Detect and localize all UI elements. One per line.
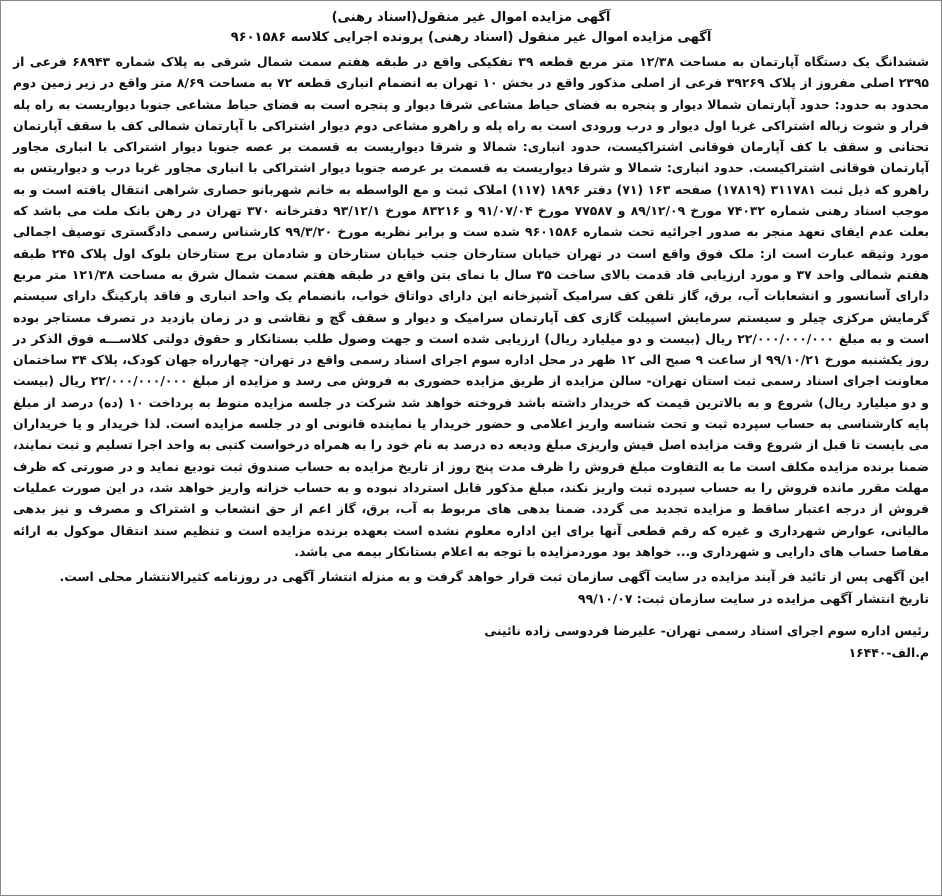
publication-note: این آگهی پس از تائید فر آیند مزایده در سایت آگهی سازمان ثبت قرار خواهد گرفت و به منزله انتشار آگهی در روزنامه کثیرالانتشار محلی است. (59, 569, 929, 585)
publication-date: تاریخ انتشار آگهی مزایده در سایت سازمان ثبت: ۹۹/۱۰/۰۷ (578, 591, 929, 607)
reference-number: م.الف-۱۶۴۴۰ (848, 645, 929, 661)
notice-subtitle: آگهی مزایده اموال غیر منقول (اسناد رهنی) پرونده اجرایی کلاسه ۹۶۰۱۵۸۶ (230, 30, 712, 45)
notice-body (13, 51, 929, 562)
signer-name: رئیس اداره سوم اجرای اسناد رسمی تهران- علیرضا فردوسی زاده نائینی (484, 623, 929, 639)
notice-footer (13, 566, 929, 664)
body-paragraph: ششدانگ یک دستگاه آپارتمان به مساحت ۱۲/۳۸ متر مربع قطعه ۳۹ تفکیکی واقع در طبقه هفتم سمت شمال شرقی به پلاک شماره ۶۸۹۴۳ فرعی از ۲۳۹۵ اصلی مفروز از پلاک ۳۹۲۶۹ فرعی از اصلی مذکور واقع در بخش ۱۰ تهران به انضمام انباری قطعه ۷۲ به مساحت ۸/۶۹ متر واقع در زیر زمین دوم محدود به حدود: حدود آپارتمان شمالا دیوار و پنجره به فضای حیاط مشاعی شرقا دیوار و پنجره است به فضای حیاط مشاعی جنوبا دیواریست به راه پله فرار و شوت زباله اشتراکی غربا اول دیوار و درب ورودی است به راه پله و راهرو مشاعی دوم دیوار اشتراکی با آپارتمان شمالی کف با سقف آپارتمان تحتانی و سقف با کف آپارمان فوقانی اشتراکیست، حدود انباری: شمالا و شرقا دیواریست به قسمت بر عصه جنوبا دیوار اشتراکی با انباری مجاور آپارتمان فوقانی اشتراکیست. حدود انباری: شمالا و شرقا دیواریست به قسمت بر عرصه جنوبا دیوار اشتراکی با انباری مجاور غربا درب و دیواریتس به راهرو که ذیل ثبت ۳۱۱۷۸۱ (۱۷۸۱۹) صفحه ۱۶۳ (۷۱) دفتر ۱۸۹۶ (۱۱۷) املاک ثبت و مع الواسطه به خانم شهربانو حصاری شراهی انتقال یافته است و به موجب اسناد رهنی شماره ۷۴۰۳۲ مورخ ۸۹/۱۲/۰۹ و ۷۷۵۸۷ مورخ ۹۱/۰۷/۰۴ و ۸۳۲۱۶ مورخ ۹۳/۱۲/۱ دفترخانه ۳۷۰ تهران در رهن بانک ملت می باشد که بعلت عدم ایفای تعهد منجر به صدور اجرائیه تحت شماره ۹۶۰۱۵۸۶ شده ست و برابر نظریه مورخ ۹۹/۳/۲۰ کارشناس رسمی دادگستری توصیف اجمالی مورد وثیقه عبارت است از: ملک فوق واقع است در تهران خیابان ستارخان جنب خیابان ستارخان و شادمان برج ستارخان بلوک اول پلاک ۲۴۵ طبقه هفتم شمالی واحد ۳۷ و مورد ارزیابی قاد قدمت بالای ساخت ۳۵ سال با نمای بتن واقع در طبقه هفتم سمت شمال شرق به مساحت ۱۲۱/۳۸ متر مربع دارای آسانسور و انشعابات آب، برق، گاز تلفن کف سرامیک آشپزخانه این دارای دواتاق خواب، بانضمام یک واحد انباری و فاقد پارکینگ دارای سیستم گرمایش مرکزی چیلر و سیستم سرمایش اسپیلت گازی کف آپارتمان سرامیک و دیوار و سقف گچ و نقاشی و در زمان بازدید در تصرف مستاجر بوده است و به مبلغ ۲۲/۰۰۰/۰۰۰/۰۰۰ ریال (بیست و دو میلیارد ریال) ارزیابی شده است و جهت وصول طلب بستانکار و حقوق دولتی کلاســـه فوق الذکر در روز یکشنبه مورخ ۹۹/۱۰/۲۱ از ساعت ۹ صبح الی ۱۲ ظهر در محل اداره سوم اجرای اسناد رسمی واقع در تهران- چهارراه جهان کودک، پلاک ۳۴ ساختمان معاونت اجرای اسناد رسمی ثبت استان تهران- سالن مزایده از طریق مزایده حضوری به فروش می رسد و مزایده از مبلغ ۲۲/۰۰۰/۰۰۰/۰۰۰ ریال (بیست و دو میلیارد ریال) شروع و به بالاترین قیمت که خریدار داشته باشد فروخته خواهد شد شرکت در جلسه مزایده منوط به پرداخت ۱۰ (ده) درصد از مبلغ پایه کارشناسی به حساب سپرده ثبت و تحت شناسه واریز اعلامی و حضور خریدار یا نماینده قانونی او در جلسه مزایده است. لذا خریدار و یا خریداران می بایست تا قبل از شروع وقت مزایده اصل فیش واریزی مبلغ ودیعه ده درصد به نام خود را به همراه درخواست کتبی به واحد اجرا تسلیم و ثبت نمایند، ضمنا برنده مزایده مکلف است ما به التفاوت مبلغ فروش را ظرف مدت پنج روز از تاریخ مزایده به حساب صندوق ثبت تودیع نماید و در صورتی که ظرف مهلت مقرر مانده فروش را به حساب سپرده ثبت واریز نکند، مبلغ مذکور قابل استرداد نبوده و به حساب خزانه واریز خواهد شد، در این صورت عملیات فروش از درجه اعتبار ساقط و مزایده تجدید می گردد. ضمنا بدهی های مربوط به آب، برق، گاز اعم از حق انشعاب و اشتراک و مصرف و نیز بدهی مالیاتی، عوارض شهرداری و غیره که رقم قطعی آنها برای این اداره معلوم نشده است بعهده برنده مزایده است و تنظیم سند انتقال موکول به ارائه مفاصا حساب های دارایی و شهرداری و... خواهد بود موردمزایده با توجه به اعلام بستانکار بیمه می باشد. (13, 54, 930, 559)
notice-title: آگهی مزایده اموال غیر منقول(اسناد رهنی) (331, 10, 611, 25)
